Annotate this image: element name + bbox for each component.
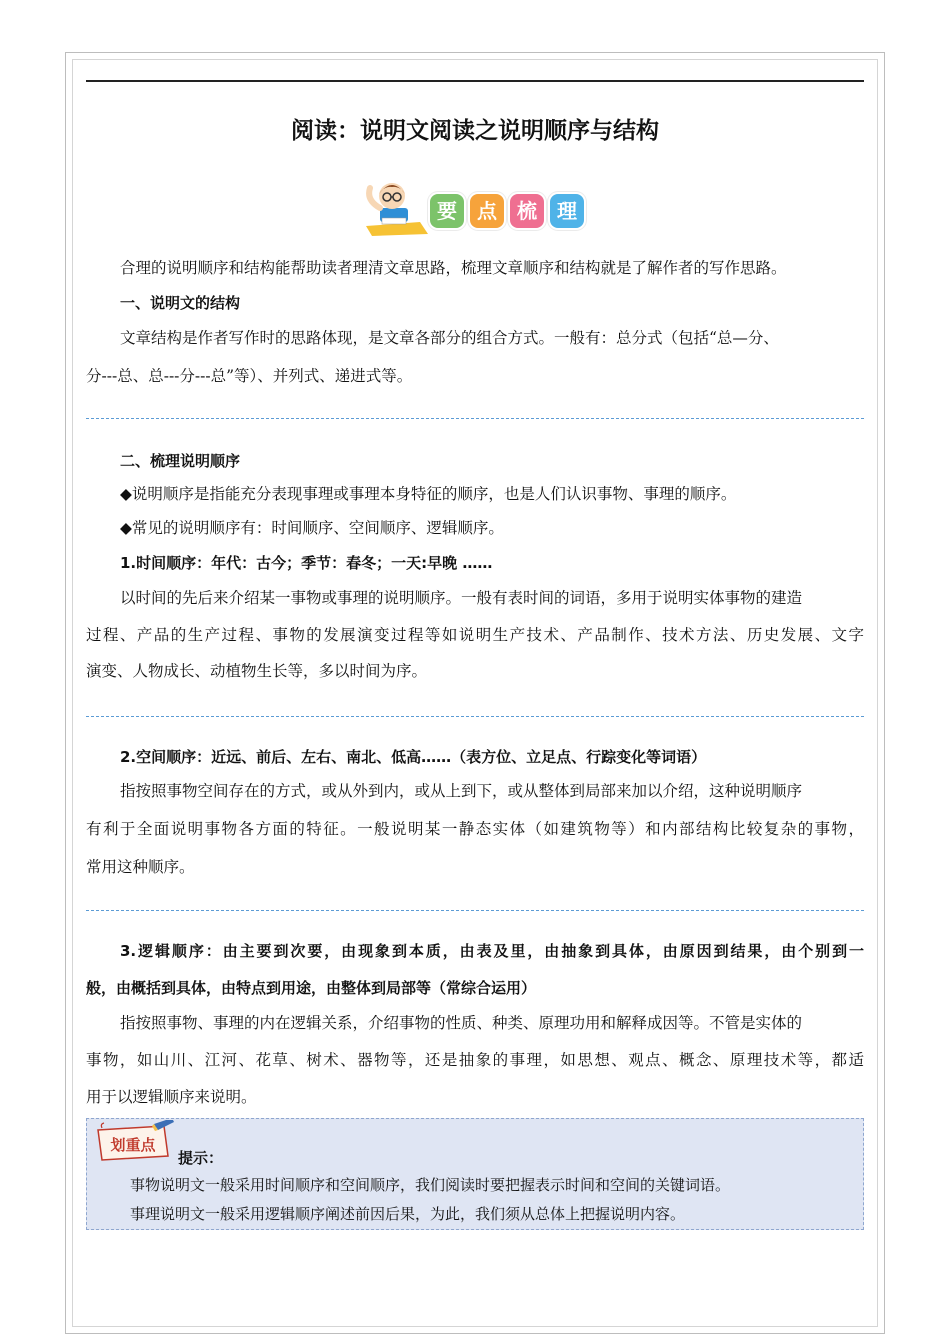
space-order-line3: 常用这种顺序。 — [86, 858, 195, 876]
key-points-banner — [362, 178, 592, 238]
time-order-line3: 演变、人物成长、动植物生长等，多以时间为序。 — [86, 662, 428, 680]
dashed-divider — [86, 418, 864, 419]
logic-order-line2: 事物，如山川、江河、花草、树术、器物等，还是抽象的事理，如思想、观点、概念、原理技术等，都适 — [86, 1051, 864, 1069]
dashed-divider — [86, 716, 864, 717]
space-order-heading: 2.空间顺序：近远、前后、左右、南北、低高……（表方位、立足点、行踪变化等词语） — [120, 748, 707, 766]
badge-shu: 梳 — [510, 194, 544, 228]
section1-line2: 分---总、总---分---总”等）、并列式、递进式等。 — [86, 367, 413, 385]
student-reading-icon — [362, 178, 432, 238]
section2-bullet2: ◆常见的说明顺序有：时间顺序、空间顺序、逻辑顺序。 — [120, 519, 504, 537]
time-order-heading: 1.时间顺序：年代：古今；季节：春冬；一天:早晚 …… — [120, 554, 493, 572]
badge-li: 理 — [550, 194, 584, 228]
dashed-divider — [86, 910, 864, 911]
time-order-line1: 以时间的先后来介绍某一事物或事理的说明顺序。一般有表时间的词语，多用于说明实体事物的建造 — [120, 589, 803, 607]
section1-heading: 一、说明文的结构 — [120, 294, 241, 312]
tip-line2: 事理说明文一般采用逻辑顺序阐述前因后果，为此，我们须从总体上把握说明内容。 — [130, 1205, 686, 1223]
space-order-line1: 指按照事物空间存在的方式，或从外到内，或从上到下，或从整体到局部来加以介绍，这种说明顺序 — [120, 782, 803, 800]
space-order-line2: 有利于全面说明事物各方面的特征。一般说明某一静态实体（如建筑物等）和内部结构比较复杂的事物， — [86, 820, 864, 838]
highlight-note-text: 划重点 — [110, 1136, 156, 1154]
logic-order-heading-line1: 3.逻辑顺序：由主要到次要，由现象到本质，由表及里，由抽象到具体，由原因到结果，由个别到一 — [120, 942, 864, 960]
time-order-line2: 过程、产品的生产过程、事物的发展演变过程等如说明生产技术、产品制作、技术方法、历史发展、文字 — [86, 626, 864, 644]
badge-yao: 要 — [430, 194, 464, 228]
logic-order-heading-line2: 般，由概括到具体，由特点到用途，由整体到局部等（常综合运用） — [86, 979, 537, 997]
page-title: 阅读：说明文阅读之说明顺序与结构 — [291, 118, 659, 144]
section1-line1: 文章结构是作者写作时的思路体现，是文章各部分的组合方式。一般有：总分式（包括“总—分、 — [120, 329, 779, 347]
header-rule — [86, 80, 864, 82]
section2-heading: 二、梳理说明顺序 — [120, 452, 241, 470]
badge-dian: 点 — [470, 194, 504, 228]
tip-line1: 事物说明文一般采用时间顺序和空间顺序，我们阅读时要把握表示时间和空间的关键词语。 — [130, 1176, 731, 1194]
highlight-note-icon — [94, 1120, 176, 1164]
logic-order-line1: 指按照事物、事理的内在逻辑关系，介绍事物的性质、种类、原理功用和解释成因等。不管是实体的 — [120, 1014, 803, 1032]
logic-order-line3: 用于以逻辑顺序来说明。 — [86, 1088, 257, 1106]
intro-paragraph: 合理的说明顺序和结构能帮助读者理清文章思路，梳理文章顺序和结构就是了解作者的写作思路。 — [120, 259, 787, 277]
tip-label: 提示： — [178, 1149, 224, 1167]
section2-bullet1: ◆说明顺序是指能充分表现事理或事理本身特征的顺序，也是人们认识事物、事理的顺序。 — [120, 485, 737, 503]
